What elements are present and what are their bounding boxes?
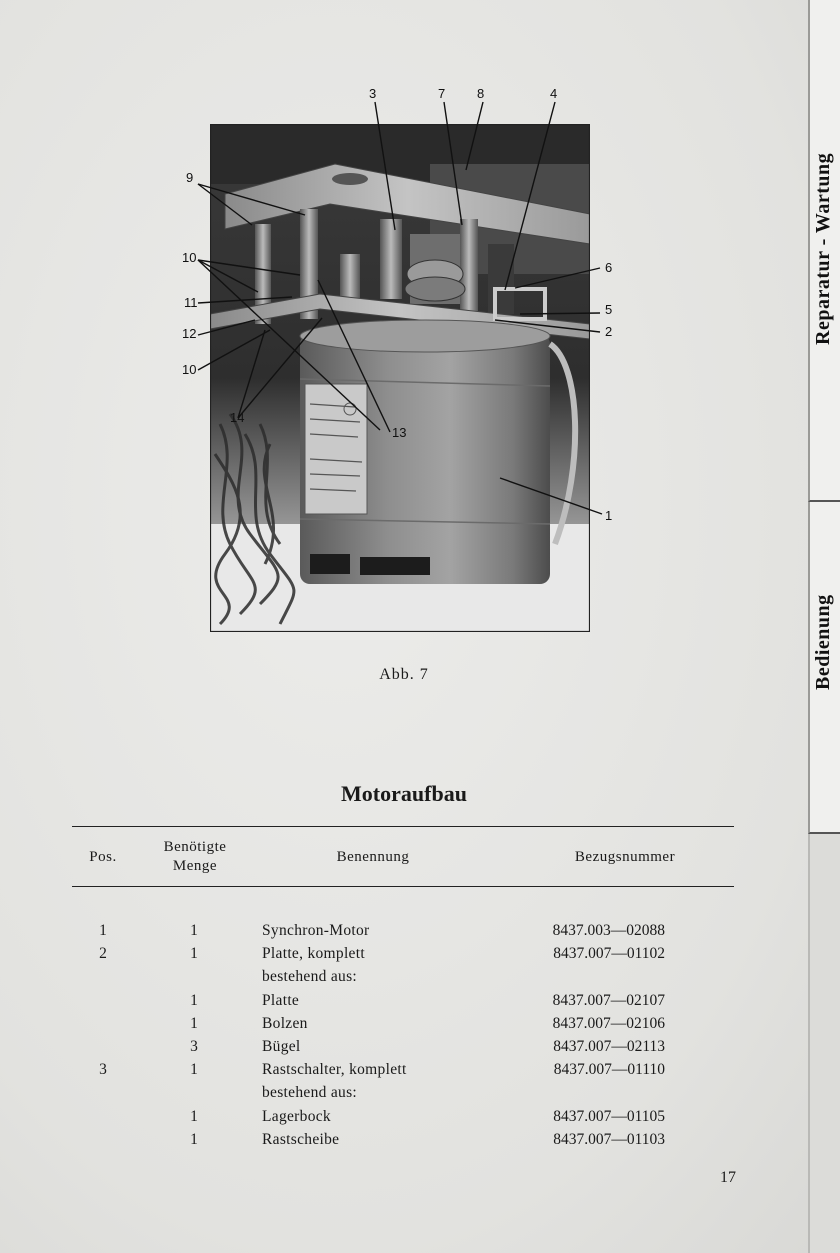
table-row — [72, 1012, 734, 1035]
cell-name: Platte — [262, 991, 300, 1009]
table-row — [72, 965, 734, 988]
cell-number: 8437.007—01103 — [553, 1130, 665, 1148]
callout-6: 6 — [605, 260, 613, 275]
cell-number: 8437.007—01102 — [553, 945, 665, 963]
cell-name: bestehend aus: — [262, 1084, 358, 1102]
header-menge-line1: Benötigte — [163, 839, 227, 855]
cell-pos: 3 — [99, 1061, 107, 1079]
table-rule-top — [72, 826, 734, 827]
callout-13: 13 — [392, 425, 407, 440]
cell-name: Rastscheibe — [262, 1130, 340, 1148]
figure-caption: Abb. 7 — [379, 666, 429, 683]
cell-qty: 1 — [190, 1130, 198, 1148]
header-benennung: Benennung — [336, 849, 410, 865]
cell-qty: 1 — [190, 991, 198, 1009]
callout-14: 14 — [230, 410, 245, 425]
cell-number: 8437.007—02107 — [552, 991, 665, 1009]
cell-pos: 2 — [99, 945, 107, 963]
header-menge-line2: Menge — [172, 858, 218, 874]
cell-qty: 1 — [190, 1014, 198, 1032]
page-number: 17 — [720, 1169, 736, 1186]
cell-name: Platte, komplett — [262, 945, 365, 963]
cell-name: Lagerbock — [262, 1107, 331, 1125]
callout-4: 4 — [550, 86, 558, 101]
callout-10-lower: 10 — [182, 362, 197, 377]
cell-number: 8437.007—02113 — [553, 1037, 665, 1055]
cell-qty: 3 — [190, 1037, 198, 1055]
table-row — [72, 1035, 734, 1058]
cell-number: 8437.007—01105 — [553, 1107, 665, 1125]
cell-qty: 1 — [190, 945, 198, 963]
callout-8: 8 — [477, 86, 485, 101]
cell-qty: 1 — [190, 1107, 198, 1125]
callout-12: 12 — [182, 326, 197, 341]
header-menge — [150, 838, 240, 876]
table-row — [72, 989, 734, 1012]
cell-number: 8437.003—02088 — [552, 922, 665, 939]
table-row — [72, 1058, 734, 1081]
callout-1: 1 — [605, 508, 613, 523]
callout-2: 2 — [605, 324, 613, 339]
section-title: Motoraufbau — [341, 781, 467, 806]
table-rule-bottom — [72, 886, 734, 887]
cell-number: 8437.007—02106 — [552, 1014, 665, 1032]
callout-10-upper: 10 — [182, 250, 197, 265]
header-bezugsnummer: Bezugsnummer — [574, 849, 676, 865]
cell-name: Synchron-Motor — [262, 922, 370, 939]
callout-3: 3 — [369, 86, 377, 101]
parts-table-body — [72, 919, 734, 1151]
cell-qty: 1 — [190, 922, 198, 939]
register-tab-repair-label: Reparatur - Wartung — [812, 152, 834, 345]
table-row — [72, 1081, 734, 1104]
cell-qty: 1 — [190, 1061, 198, 1079]
table-row — [72, 919, 734, 942]
cell-name: bestehend aus: — [262, 968, 358, 986]
register-tab-operation-label: Bedienung — [812, 594, 834, 690]
cell-number: 8437.007—01110 — [553, 1061, 665, 1079]
header-pos: Pos. — [89, 849, 117, 865]
table-row — [72, 942, 734, 965]
table-row — [72, 1105, 734, 1128]
table-row — [72, 1128, 734, 1151]
callout-7: 7 — [438, 86, 446, 101]
callout-9: 9 — [186, 170, 194, 185]
callout-5: 5 — [605, 302, 613, 317]
cell-pos: 1 — [99, 922, 107, 939]
cell-name: Bügel — [262, 1037, 301, 1055]
cell-name: Bolzen — [262, 1014, 308, 1032]
cell-name: Rastschalter, komplett — [262, 1061, 407, 1079]
callout-11: 11 — [184, 295, 198, 310]
